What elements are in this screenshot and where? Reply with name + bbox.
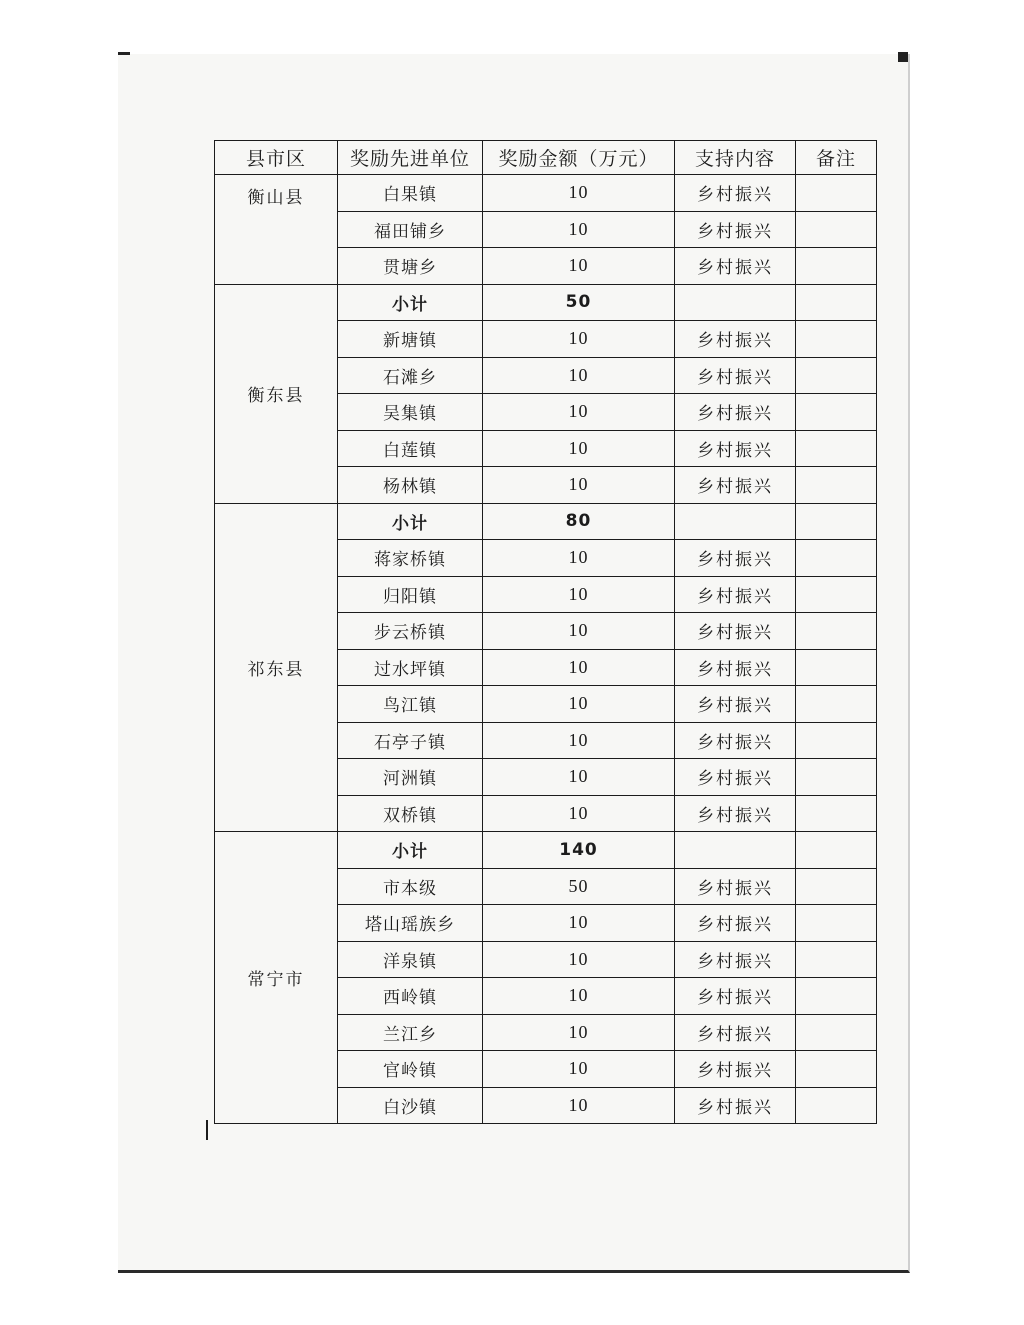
note-cell [796, 284, 877, 321]
amount-cell: 10 [483, 211, 675, 248]
subtotal-label: 小计 [338, 503, 483, 540]
note-cell [796, 1051, 877, 1088]
note-cell [796, 540, 877, 577]
unit-cell: 步云桥镇 [338, 613, 483, 650]
unit-cell: 蒋家桥镇 [338, 540, 483, 577]
amount-cell: 10 [483, 722, 675, 759]
header-note: 备注 [796, 141, 877, 175]
table-header-row [215, 141, 877, 175]
note-cell [796, 832, 877, 869]
note-cell [796, 868, 877, 905]
unit-cell: 石亭子镇 [338, 722, 483, 759]
amount-cell: 10 [483, 1051, 675, 1088]
note-cell [796, 1014, 877, 1051]
header-unit: 奖励先进单位 [338, 141, 483, 175]
support-cell: 乡村振兴 [675, 868, 796, 905]
unit-cell: 白沙镇 [338, 1087, 483, 1124]
header-support: 支持内容 [675, 141, 796, 175]
scan-corner-mark [118, 52, 130, 55]
unit-cell: 石滩乡 [338, 357, 483, 394]
note-cell [796, 649, 877, 686]
support-cell: 乡村振兴 [675, 1014, 796, 1051]
note-cell [796, 175, 877, 212]
county-cell: 衡山县 [215, 175, 338, 285]
note-cell [796, 1087, 877, 1124]
unit-cell: 福田铺乡 [338, 211, 483, 248]
support-cell: 乡村振兴 [675, 759, 796, 796]
amount-cell: 10 [483, 467, 675, 504]
support-cell [675, 832, 796, 869]
note-cell [796, 211, 877, 248]
unit-cell: 白莲镇 [338, 430, 483, 467]
support-cell: 乡村振兴 [675, 430, 796, 467]
subtotal-amount: 140 [483, 832, 675, 869]
amount-cell: 10 [483, 795, 675, 832]
amount-cell: 10 [483, 357, 675, 394]
scan-corner-mark [898, 52, 908, 62]
support-cell: 乡村振兴 [675, 1087, 796, 1124]
support-cell: 乡村振兴 [675, 357, 796, 394]
unit-cell: 归阳镇 [338, 576, 483, 613]
county-cell: 衡东县 [215, 284, 338, 503]
amount-cell: 10 [483, 540, 675, 577]
note-cell [796, 248, 877, 285]
support-cell: 乡村振兴 [675, 978, 796, 1015]
note-cell [796, 686, 877, 723]
support-cell: 乡村振兴 [675, 467, 796, 504]
support-cell: 乡村振兴 [675, 394, 796, 431]
note-cell [796, 905, 877, 942]
note-cell [796, 467, 877, 504]
amount-cell: 10 [483, 248, 675, 285]
unit-cell: 杨林镇 [338, 467, 483, 504]
amount-cell: 10 [483, 686, 675, 723]
unit-cell: 河洲镇 [338, 759, 483, 796]
unit-cell: 白果镇 [338, 175, 483, 212]
support-cell: 乡村振兴 [675, 1051, 796, 1088]
unit-cell: 西岭镇 [338, 978, 483, 1015]
amount-cell: 10 [483, 430, 675, 467]
amount-cell: 10 [483, 978, 675, 1015]
unit-cell: 过水坪镇 [338, 649, 483, 686]
note-cell [796, 795, 877, 832]
header-amount: 奖励金额（万元） [483, 141, 675, 175]
support-cell: 乡村振兴 [675, 686, 796, 723]
subtotal-row [215, 503, 877, 540]
note-cell [796, 759, 877, 796]
subtotal-amount: 80 [483, 503, 675, 540]
header-county: 县市区 [215, 141, 338, 175]
note-cell [796, 722, 877, 759]
amount-cell: 10 [483, 175, 675, 212]
amount-cell: 10 [483, 905, 675, 942]
table-body [215, 175, 877, 1124]
note-cell [796, 978, 877, 1015]
amount-cell: 10 [483, 1087, 675, 1124]
support-cell [675, 503, 796, 540]
table-edge-line [206, 1120, 208, 1140]
note-cell [796, 576, 877, 613]
support-cell: 乡村振兴 [675, 175, 796, 212]
amount-cell: 10 [483, 649, 675, 686]
support-cell: 乡村振兴 [675, 722, 796, 759]
support-cell: 乡村振兴 [675, 905, 796, 942]
unit-cell: 塔山瑶族乡 [338, 905, 483, 942]
amount-cell: 10 [483, 576, 675, 613]
unit-cell: 双桥镇 [338, 795, 483, 832]
note-cell [796, 503, 877, 540]
note-cell [796, 394, 877, 431]
unit-cell: 市本级 [338, 868, 483, 905]
amount-cell: 10 [483, 394, 675, 431]
subtotal-amount: 50 [483, 284, 675, 321]
unit-cell: 鸟江镇 [338, 686, 483, 723]
support-cell: 乡村振兴 [675, 795, 796, 832]
unit-cell: 兰江乡 [338, 1014, 483, 1051]
unit-cell: 官岭镇 [338, 1051, 483, 1088]
note-cell [796, 613, 877, 650]
support-cell: 乡村振兴 [675, 321, 796, 358]
unit-cell: 新塘镇 [338, 321, 483, 358]
support-cell [675, 284, 796, 321]
note-cell [796, 321, 877, 358]
subtotal-label: 小计 [338, 284, 483, 321]
county-cell: 常宁市 [215, 832, 338, 1124]
county-cell: 祁东县 [215, 503, 338, 832]
unit-cell: 吴集镇 [338, 394, 483, 431]
support-cell: 乡村振兴 [675, 941, 796, 978]
amount-cell: 10 [483, 941, 675, 978]
amount-cell: 50 [483, 868, 675, 905]
support-cell: 乡村振兴 [675, 576, 796, 613]
subtotal-row [215, 832, 877, 869]
note-cell [796, 941, 877, 978]
amount-cell: 10 [483, 613, 675, 650]
support-cell: 乡村振兴 [675, 540, 796, 577]
note-cell [796, 430, 877, 467]
unit-cell: 洋泉镇 [338, 941, 483, 978]
amount-cell: 10 [483, 759, 675, 796]
award-table [214, 140, 877, 1124]
table-row [215, 175, 877, 212]
note-cell [796, 357, 877, 394]
subtotal-row [215, 284, 877, 321]
support-cell: 乡村振兴 [675, 248, 796, 285]
subtotal-label: 小计 [338, 832, 483, 869]
amount-cell: 10 [483, 321, 675, 358]
unit-cell: 贯塘乡 [338, 248, 483, 285]
support-cell: 乡村振兴 [675, 613, 796, 650]
amount-cell: 10 [483, 1014, 675, 1051]
support-cell: 乡村振兴 [675, 211, 796, 248]
support-cell: 乡村振兴 [675, 649, 796, 686]
